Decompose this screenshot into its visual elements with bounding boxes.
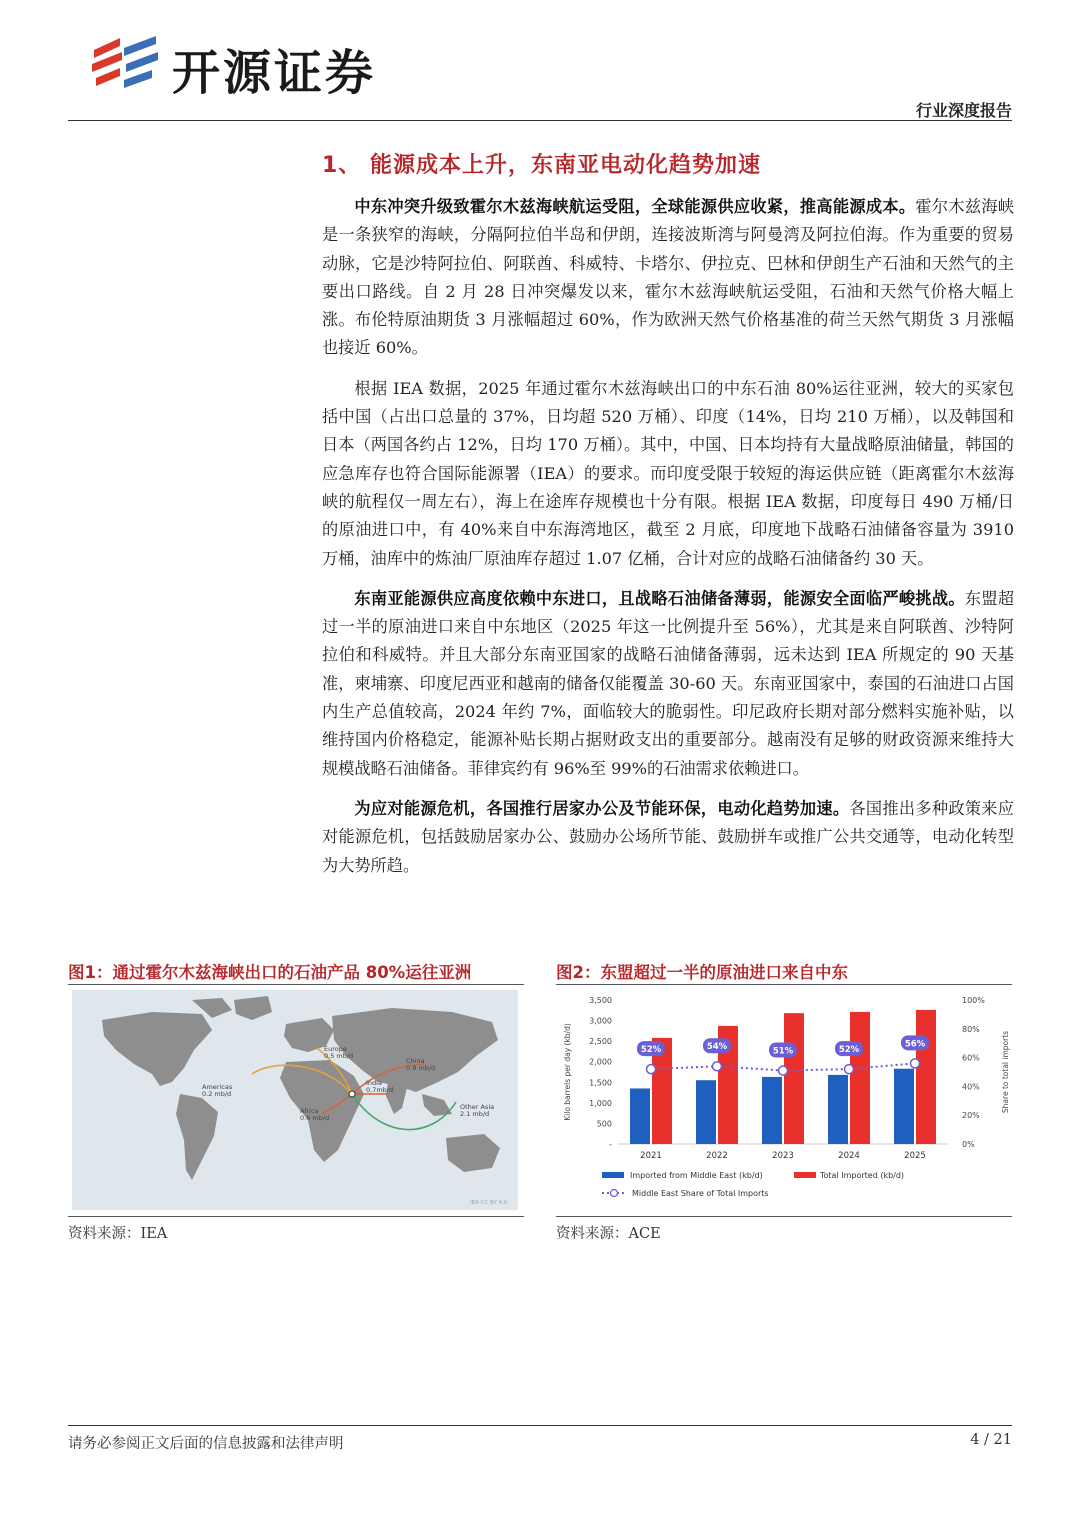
body-text (322, 193, 1014, 892)
share-point (911, 1059, 920, 1068)
y2-tick-label: 40% (962, 1082, 980, 1092)
y-tick-label: 2,000 (589, 1057, 612, 1067)
report-type: 行业深度报告 (915, 101, 1012, 120)
figure1-top-rule (68, 984, 524, 985)
y-tick-label: - (609, 1140, 612, 1149)
data-label: 51% (772, 1046, 794, 1057)
paragraph-text: 东盟超过一半的原油进口来自中东地区（2025 年这一比例提升至 56%），尤其是来自阿联酋、沙特阿拉伯和科威特。并且大部分东南亚国家的战略石油储备薄弱，远未达到 IEA 所规定的 90 天基准，柬埔寨、印度尼西亚和越南的储备仅能覆盖 30-60 天。东南亚国家中，泰国的石油进口占国内生产总值较高，2024 年约 7%，面临较大的脆弱性。印尼政府长期对部分燃料实施补贴，以维持国内价格稳定，能源补贴长期占据财政支出的重要部分。越南没有足够的财政资源来维持大规模战略石油储备。菲律宾约有 96%至 99%的石油需求依赖进口。 (322, 588, 1015, 778)
bar-middle-east (762, 1077, 782, 1144)
y-tick-label: 2,500 (589, 1037, 612, 1047)
bar-line-chart (556, 988, 1018, 1212)
legend-swatch-total (794, 1172, 816, 1178)
y-tick-label: 1,000 (589, 1098, 612, 1108)
figure2-chart (556, 988, 1018, 1212)
bar-middle-east (828, 1075, 848, 1144)
bar-total (916, 1010, 936, 1144)
bar-middle-east (894, 1069, 914, 1144)
brand-name: 开源证券 (172, 45, 377, 101)
page-number: 4 / 21 (970, 1432, 1012, 1448)
data-label: 54% (706, 1042, 728, 1053)
paragraph (322, 193, 1014, 363)
figure2-top-rule (556, 984, 1012, 985)
legend-swatch-middle-east (602, 1172, 624, 1178)
paragraph-lead: 中东冲突升级致霍尔木兹海峡航运受阻，全球能源供应收紧，推高能源成本。 (354, 197, 916, 216)
footer-divider (68, 1425, 1012, 1426)
y-tick-label: 3,500 (589, 996, 612, 1005)
y2-axis-label: Share to total imports (1001, 1030, 1010, 1114)
paragraph-text: 各国推出多种政策来应对能源危机，包括鼓励居家办公、鼓励办公场所节能、鼓励拼车或推广公共交通等，电动化转型为大势所趋。 (322, 798, 1014, 875)
figure1-title: 图1：通过霍尔木兹海峡出口的石油产品 80%运往亚洲 (68, 963, 472, 982)
figure2-bottom-rule (556, 1216, 1012, 1217)
bar-middle-east (630, 1088, 650, 1144)
header-divider (68, 120, 1012, 121)
share-point (845, 1065, 854, 1074)
legend-label-share: Middle East Share of Total Imports (632, 1189, 769, 1198)
x-tick-label: 2024 (838, 1151, 860, 1161)
map-watermark: IEA CC BY 4.0 (470, 1200, 508, 1206)
logo-mark-icon (90, 30, 160, 95)
figure1-source: 资料来源：IEA (68, 1226, 168, 1242)
section-title: 1、 能源成本上升，东南亚电动化趋势加速 (322, 153, 761, 178)
paragraph (322, 795, 1014, 880)
y-tick-label: 500 (596, 1119, 612, 1129)
y2-tick-label: 0% (962, 1140, 975, 1149)
share-point (713, 1062, 722, 1071)
map-label-india: India 0.7mb/d (366, 1079, 394, 1094)
footer-disclaimer: 请务必参阅正文后面的信息披露和法律声明 (68, 1436, 344, 1452)
y-tick-label: 1,500 (589, 1078, 612, 1088)
figure1-map (72, 990, 518, 1210)
map-label-europe: Europe 0.5 mb/d (324, 1045, 354, 1060)
x-tick-label: 2022 (706, 1151, 728, 1161)
figure2-source: 资料来源：ACE (556, 1226, 661, 1242)
map-label-other-asia: Other Asia 2.1 mb/d (460, 1103, 495, 1118)
x-tick-label: 2023 (772, 1151, 794, 1161)
bar-total (850, 1012, 870, 1144)
y2-tick-label: 20% (962, 1111, 980, 1121)
y2-tick-label: 100% (962, 996, 985, 1005)
world-map-icon (72, 990, 518, 1210)
legend-label-total: Total Imported (kb/d) (820, 1171, 905, 1180)
paragraph-lead: 为应对能源危机，各国推行居家办公及节能环保，电动化趋势加速。 (354, 798, 850, 818)
map-label-americas: Americas 0.2 mb/d (202, 1083, 233, 1098)
bar-middle-east (696, 1080, 716, 1144)
bar-total (784, 1013, 804, 1144)
paragraph-lead: 东南亚能源供应高度依赖中东进口，且战略石油储备薄弱，能源安全面临严峻挑战。 (354, 588, 965, 608)
y2-tick-label: 60% (962, 1053, 980, 1063)
paragraph-text: 根据 IEA 数据，2025 年通过霍尔木兹海峡出口的中东石油 80%运往亚洲，较大的买家包括中国（占出口总量的 37%，日均超 520 万桶）、印度（14%，日均 210 万桶），以及韩国和日本（两国各约占 12%，日均 170 万桶）。其中，中国、日本均持有大量战略原油储量，韩国的应急库存也符合国际能源署（IEA）的要求。而印度受限于较短的海运供应链（距离霍尔木兹海峡的航程仅一周左右），海上在途库存规模也十分有限。根据 IEA 数据，印度每日 490 万桶/日的原油进口中，有 40%来自中东海湾地区，截至 2 月底，印度地下战略石油储备容量为 3910 万桶，油库中的炼油厂原油库存超过 1.07 亿桶，合计对应的战略石油储备约 30 天。 (322, 378, 1014, 568)
page-header (0, 0, 1080, 125)
y-axis-label: Kilo barrels per day (kb/d) (563, 1023, 572, 1121)
x-tick-label: 2025 (904, 1151, 926, 1161)
paragraph (322, 585, 1014, 783)
figure1-bottom-rule (68, 1216, 524, 1217)
map-label-china: China 0.8 mb/d (406, 1057, 436, 1072)
y2-tick-label: 80% (962, 1024, 980, 1034)
data-label: 56% (904, 1039, 926, 1050)
y-tick-label: 3,000 (589, 1016, 612, 1026)
paragraph-text: 霍尔木兹海峡是一条狭窄的海峡，分隔阿拉伯半岛和伊朗，连接波斯湾与阿曼湾及阿拉伯海。作为重要的贸易动脉，它是沙特阿拉伯、阿联酋、科威特、卡塔尔、伊拉克、巴林和伊朗生产石油和天然气的主要出口路线。自 2 月 28 日冲突爆发以来，霍尔木兹海峡航运受阻，石油和天然气价格大幅上涨。布伦特原油期货 3 月涨幅超过 60%，作为欧洲天然气价格基准的荷兰天然气期货 3 月涨幅也接近 60%。 (322, 197, 1015, 358)
paragraph (322, 375, 1014, 573)
x-tick-label: 2021 (640, 1151, 662, 1161)
share-point (647, 1065, 656, 1074)
data-label: 52% (640, 1045, 662, 1056)
legend-label-middle-east: Imported from Middle East (kb/d) (630, 1171, 763, 1180)
data-label: 52% (838, 1045, 860, 1056)
share-point (779, 1066, 788, 1075)
legend-marker-share (611, 1190, 618, 1197)
figure2-title: 图2：东盟超过一半的原油进口来自中东 (556, 963, 848, 982)
map-label-africa: Africa 0.6 mb/d (300, 1107, 330, 1122)
